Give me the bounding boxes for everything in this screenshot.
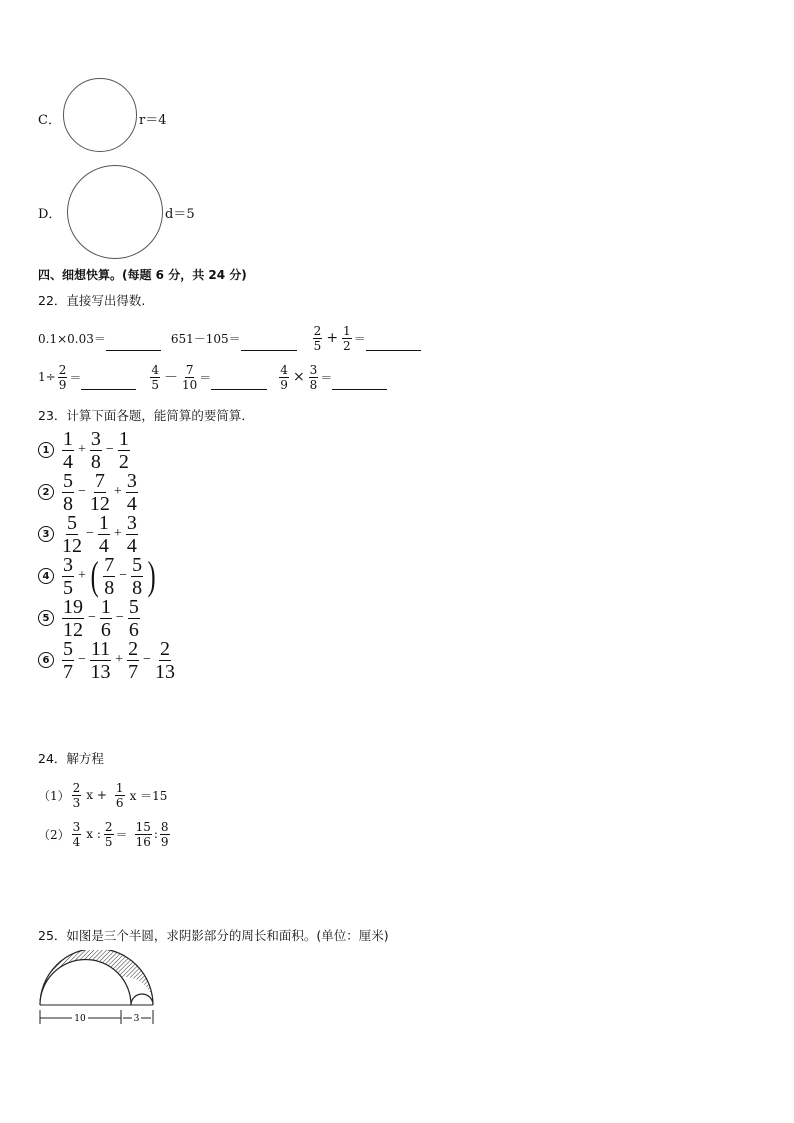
operator: − <box>86 526 94 541</box>
fraction: $\frac{5}{8}$ <box>132 553 143 599</box>
fraction: $\frac{2}{13}$ <box>154 637 175 683</box>
fraction: $\frac{7}{10}$ <box>182 362 198 392</box>
fraction: $\frac{5}{12}$ <box>62 511 82 557</box>
eq-text: x ＝15 <box>129 788 168 803</box>
fraction: $\frac{7}{12}$ <box>89 469 110 515</box>
q22-row2 <box>38 360 387 394</box>
q23-item-2 <box>38 469 140 515</box>
fraction: $\frac{2}{7}$ <box>128 637 139 683</box>
section-4-title: 四、细想快算。(每题 6 分，共 24 分) <box>38 268 247 282</box>
operator: − <box>88 610 96 625</box>
operator: + <box>115 652 124 667</box>
colon: : <box>153 827 158 841</box>
q22-e2: 651－105＝ <box>170 331 241 346</box>
fraction: $\frac{3}{8}$ <box>309 362 318 392</box>
operator: + <box>113 526 122 541</box>
eq-label: （1） <box>38 788 70 803</box>
answer-blank <box>366 349 421 351</box>
equals: ＝ <box>115 827 128 842</box>
eq-text: x + <box>86 788 107 802</box>
operator: − <box>78 484 86 499</box>
answer-blank <box>81 388 136 390</box>
operator: + <box>78 442 86 457</box>
item-number: 6 <box>38 652 54 668</box>
fraction: $\frac{19}{12}$ <box>63 595 83 641</box>
fraction: $\frac{2}{5}$ <box>313 323 322 353</box>
equals: ＝ <box>69 370 82 385</box>
fraction: $\frac{5}{7}$ <box>63 637 73 683</box>
item-number: 4 <box>38 568 54 584</box>
answer-blank <box>241 349 297 351</box>
option-c-label: r＝4 <box>139 113 167 128</box>
q22-e1: 0.1×0.03＝ <box>38 331 106 346</box>
fraction: $\frac{2}{9}$ <box>58 362 67 392</box>
q23-item-5 <box>38 595 142 641</box>
answer-blank <box>211 388 267 390</box>
fraction: $\frac{3}{5}$ <box>63 553 73 599</box>
dim-large-label: 10 <box>74 1014 86 1024</box>
eq-label: （2） <box>38 827 70 842</box>
circle-d <box>67 165 163 259</box>
fraction: $\frac{3}{4}$ <box>126 469 137 515</box>
option-d-label: d＝5 <box>165 207 195 222</box>
fraction: $\frac{5}{8}$ <box>63 469 73 515</box>
right-paren: ) <box>147 553 156 598</box>
q23-item-1 <box>38 427 132 473</box>
fraction: $\frac{3}{4}$ <box>72 819 81 849</box>
fraction: $\frac{1}{6}$ <box>115 780 124 810</box>
fraction: $\frac{2}{5}$ <box>104 819 113 849</box>
fraction: $\frac{3}{4}$ <box>126 511 137 557</box>
option-d-letter: D． <box>38 207 62 222</box>
q23-item-4 <box>38 553 158 599</box>
small-semicircle <box>131 994 153 1005</box>
q24-eq1 <box>38 778 167 812</box>
fraction: $\frac{1}{2}$ <box>343 323 351 353</box>
semicircles-figure <box>30 950 170 1030</box>
q22-row1 <box>38 321 421 355</box>
fraction: $\frac{7}{8}$ <box>104 553 115 599</box>
q24-title: 24．解方程 <box>38 751 104 766</box>
item-number: 1 <box>38 442 54 458</box>
operator: − <box>119 568 128 583</box>
fraction: $\frac{4}{5}$ <box>151 362 159 392</box>
item-number: 3 <box>38 526 54 542</box>
fraction: $\frac{1}{6}$ <box>100 595 111 641</box>
operator: − <box>78 652 86 667</box>
operator: − <box>115 610 124 625</box>
operator: － <box>164 370 178 386</box>
left-paren: ( <box>90 553 99 598</box>
fraction: $\frac{5}{6}$ <box>128 595 139 641</box>
fraction: $\frac{1}{4}$ <box>63 427 73 473</box>
q23-title: 23．计算下面各题，能简算的要简算． <box>38 408 254 423</box>
option-c-letter: C． <box>38 113 61 128</box>
q23-item-3 <box>38 511 140 557</box>
q25-title: 25．如图是三个半圆，求阴影部分的周长和面积。(单位：厘米) <box>38 928 389 943</box>
fraction: $\frac{1}{2}$ <box>118 427 129 473</box>
operator: − <box>143 652 151 667</box>
operator: + <box>113 484 122 499</box>
equals: ＝ <box>199 370 212 385</box>
operator: + <box>78 568 86 583</box>
item-number: 2 <box>38 484 54 500</box>
q22-e4-prefix: 1÷ <box>38 370 56 384</box>
fraction: $\frac{2}{3}$ <box>72 780 81 810</box>
item-number: 5 <box>38 610 54 626</box>
fraction: $\frac{4}{9}$ <box>280 362 288 392</box>
q22-title: 22．直接写出得数. <box>38 293 146 308</box>
fraction: $\frac{3}{8}$ <box>90 427 101 473</box>
fraction: $\frac{1}{4}$ <box>98 511 109 557</box>
operator: + <box>326 330 339 346</box>
fraction: $\frac{8}{9}$ <box>160 819 169 849</box>
fraction: $\frac{11}{13}$ <box>90 637 111 683</box>
operator: − <box>105 442 114 457</box>
dim-small-label: 3 <box>133 1014 140 1024</box>
eq-text: x : <box>86 827 101 841</box>
answer-blank <box>332 388 387 390</box>
circle-c <box>63 78 137 152</box>
answer-blank <box>106 349 161 351</box>
equals: ＝ <box>320 370 333 385</box>
equals: ＝ <box>353 331 366 346</box>
operator: × <box>292 369 305 385</box>
fraction: $\frac{15}{16}$ <box>135 819 151 849</box>
q23-item-6 <box>38 637 177 683</box>
q24-eq2 <box>38 817 172 851</box>
